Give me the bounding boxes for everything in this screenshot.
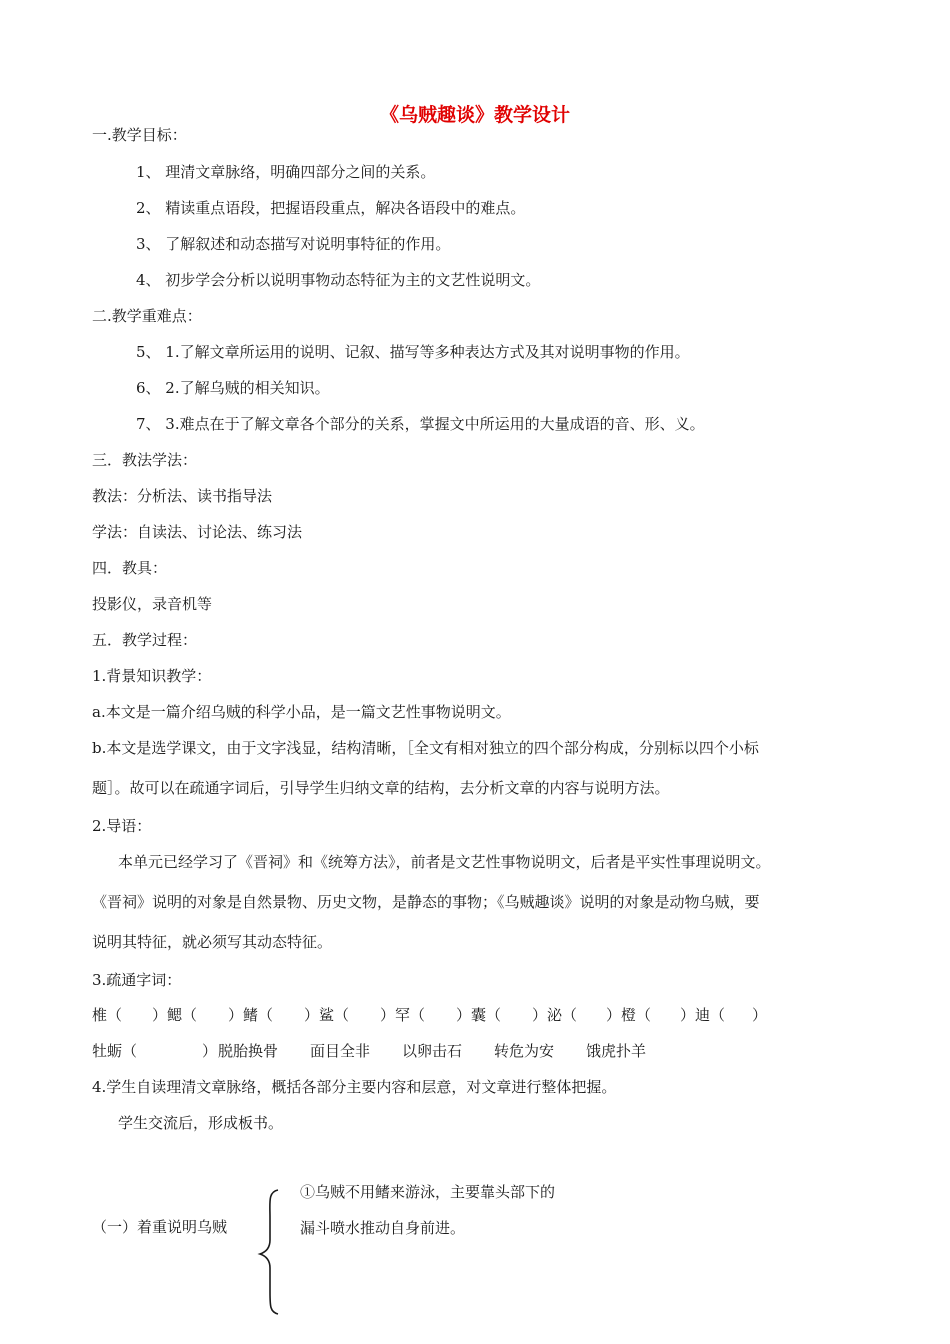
intro-paragraph-line3: 说明其特征，就必须写其动态特征。 [92, 933, 333, 951]
curly-brace [256, 1188, 282, 1316]
board-point1-line1: ①乌贼不用鳍来游泳，主要靠头部下的 [300, 1183, 556, 1201]
key-point: 5、 1.了解文章所运用的说明、记叙、描写等多种表达方式及其对说明事物的作用。 [136, 343, 690, 361]
vocab-char: ）橙（ [606, 1006, 652, 1024]
vocab-char: ）迪（ [680, 1006, 726, 1024]
intro-paragraph-line1: 本单元已经学习了《晋祠》和《统筹方法》，前者是文艺性事物说明文，后者是平实性事理说明文。 [118, 853, 771, 871]
background-heading: 1.背景知识教学： [92, 667, 212, 685]
key-point: 7、 3.难点在于了解文章各个部分的关系，掌握文中所运用的大量成语的音、形、义。 [136, 415, 705, 433]
goal-item: 1、 理清文章脉络，明确四部分之间的关系。 [136, 163, 436, 181]
goal-item: 4、 初步学会分析以说明事物动态特征为主的文艺性说明文。 [136, 271, 541, 289]
board-point1-line2: 漏斗喷水推动自身前进。 [300, 1219, 466, 1237]
vocab-char: ）鳍（ [228, 1006, 274, 1024]
process-heading: 五．教学过程： [92, 631, 198, 649]
idiom: 转危为安 [494, 1042, 555, 1060]
goal-item: 3、 了解叙述和动态描写对说明事特征的作用。 [136, 235, 451, 253]
intro-paragraph-line2: 《晋祠》说明的对象是自然景物、历史文物，是静态的事物；《乌贼趣谈》说明的对象是动物乌贼，要 [92, 893, 760, 911]
key-heading: 二.教学重难点： [92, 307, 202, 325]
board-part1-label: （一）着重说明乌贼 [92, 1218, 228, 1236]
read-note: 学生交流后，形成板书。 [118, 1114, 284, 1132]
vocab-char: 椎（ [92, 1006, 123, 1024]
key-point: 6、 2.了解乌贼的相关知识。 [136, 379, 330, 397]
document-title: 《乌贼趣谈》教学设计 [379, 104, 570, 126]
vocab-char: ）罕（ [380, 1006, 426, 1024]
teaching-method: 教法：分析法、读书指导法 [92, 487, 273, 505]
idiom: 面目全非 [310, 1042, 371, 1060]
idiom: 脱胎换骨 [218, 1042, 279, 1060]
vocab-char: ）鲨（ [304, 1006, 350, 1024]
idiom: 以卵击石 [402, 1042, 463, 1060]
background-b-line1: b.本文是选学课文，由于文字浅显，结构清晰，［全文有相对独立的四个部分构成，分别标以四个小标 [92, 739, 759, 757]
vocab-char: ） [752, 1006, 768, 1024]
vocab-oyster: 牡蛎（ [92, 1042, 138, 1060]
intro-heading: 2.导语： [92, 817, 152, 835]
goal-item: 2、 精读重点语段，把握语段重点，解决各语段中的难点。 [136, 199, 526, 217]
tools-text: 投影仪，录音机等 [92, 595, 213, 613]
idiom: 饿虎扑羊 [586, 1042, 647, 1060]
vocab-char: ）囊（ [456, 1006, 502, 1024]
read-heading: 4.学生自读理清文章脉络，概括各部分主要内容和层意，对文章进行整体把握。 [92, 1078, 617, 1096]
background-a: a.本文是一篇介绍乌贼的科学小品，是一篇文艺性事物说明文。 [92, 703, 511, 721]
tools-heading: 四．教具： [92, 559, 168, 577]
learning-method: 学法：自读法、讨论法、练习法 [92, 523, 303, 541]
vocab-char: ）泌（ [532, 1006, 578, 1024]
background-b-line2: 题］。故可以在疏通字词后，引导学生归纳文章的结构，去分析文章的内容与说明方法。 [92, 779, 670, 797]
method-heading: 三．教法学法： [92, 451, 198, 469]
vocab-oyster-close: ） [202, 1042, 218, 1060]
goals-heading: 一.教学目标： [92, 126, 187, 144]
vocab-char: ）鳃（ [152, 1006, 198, 1024]
words-heading: 3.疏通字词： [92, 971, 182, 989]
